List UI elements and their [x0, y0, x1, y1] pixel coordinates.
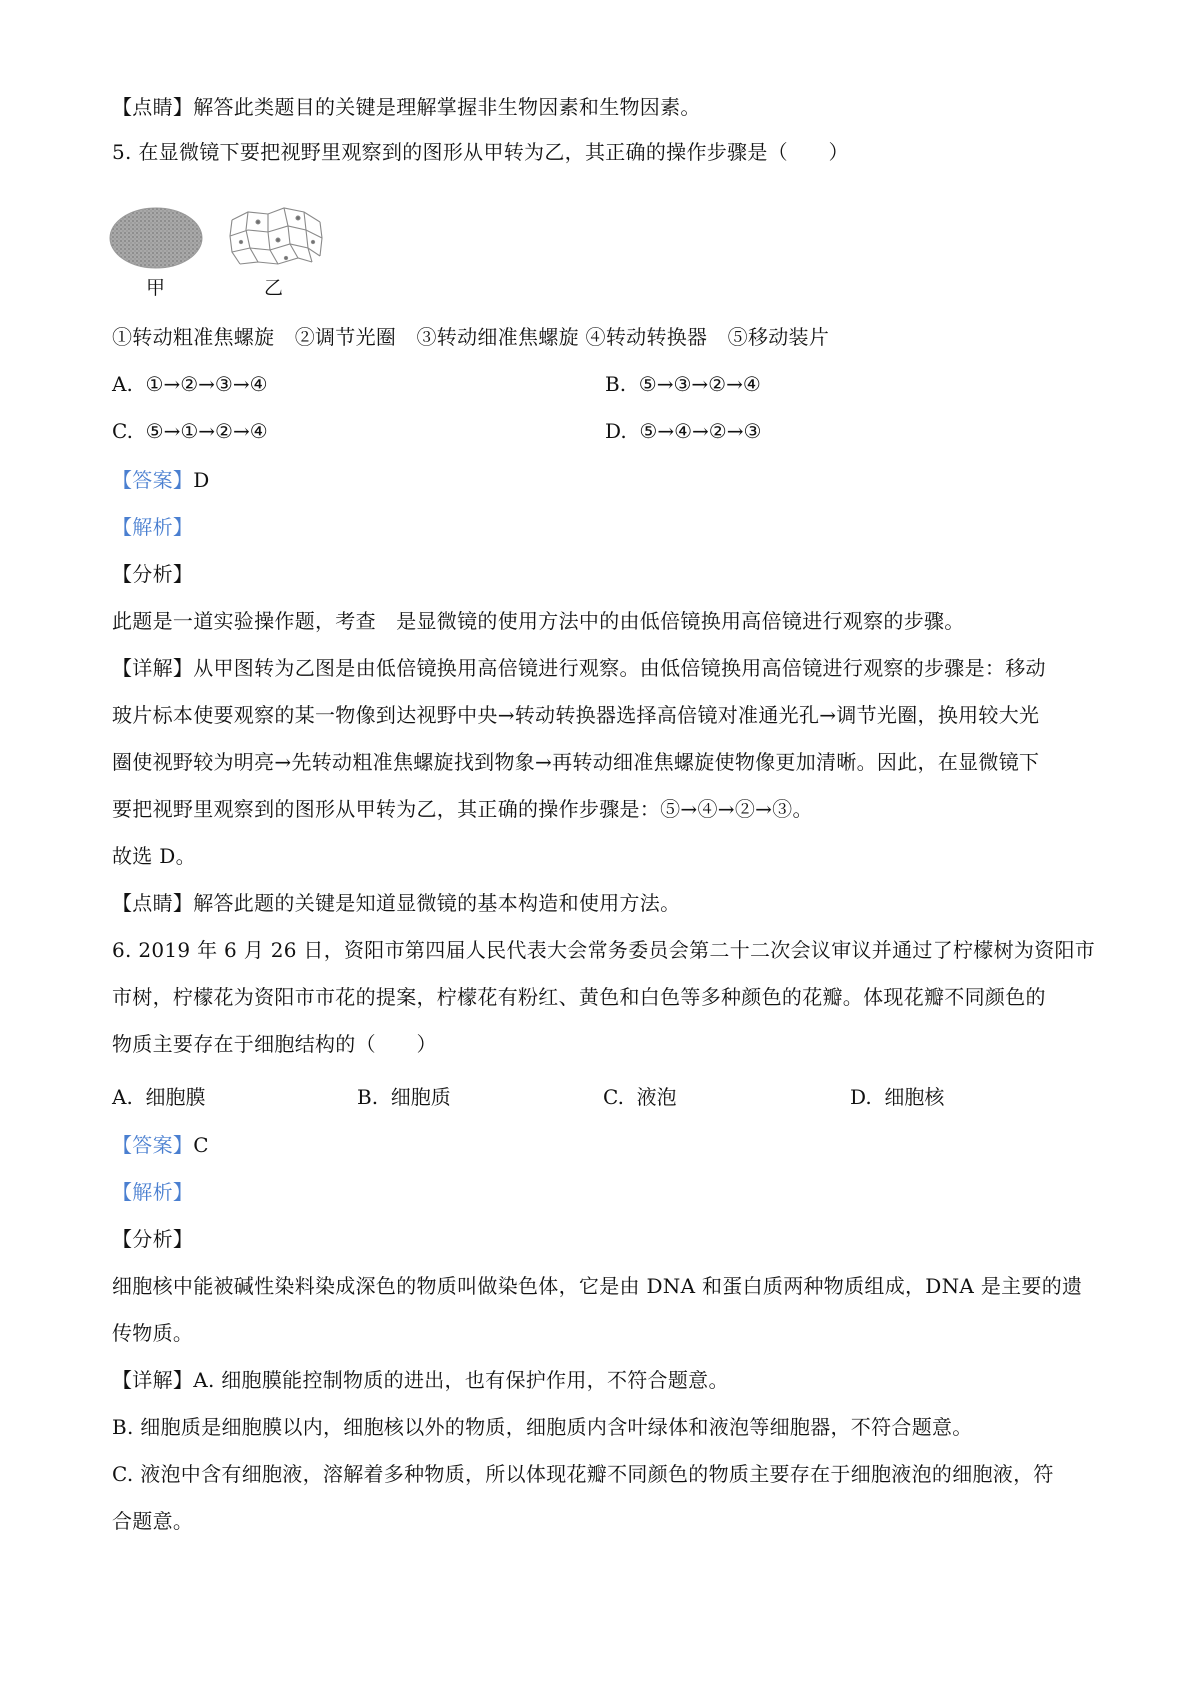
q5-dianjing-note: 【点睛】解答此题的关键是知道显微镜的基本构造和使用方法。 [112, 891, 681, 915]
option-text: 细胞膜 [145, 1085, 206, 1109]
q6-jiexi-label: 【解析】 [112, 1180, 194, 1204]
q6-stem-line: 6. 2019 年 6 月 26 日，资阳市第四届人民代表大会常务委员会第二十二次会议审议并通过了柠檬树为资阳市 [112, 938, 1096, 962]
option-text: ⑤→③→②→④ [638, 372, 761, 396]
option-letter: B. [605, 372, 627, 396]
q6-option-b [357, 1083, 451, 1111]
option-text: 细胞质 [390, 1085, 451, 1109]
q5-jiexi-label: 【解析】 [112, 515, 194, 539]
q5-detail-line: 要把视野里观察到的图形从甲转为乙，其正确的操作步骤是：⑤→④→②→③。 [112, 797, 813, 821]
q6-fenxi-line: 细胞核中能被碱性染料染成深色的物质叫做染色体，它是由 DNA 和蛋白质两种物质组成，DNA 是主要的遗 [112, 1274, 1083, 1298]
option-text: 细胞核 [884, 1085, 945, 1109]
option-letter: A. [112, 372, 133, 396]
answer-label: 【答案】 [112, 1133, 194, 1157]
q6-fenxi-title: 【分析】 [112, 1227, 194, 1251]
answer-value: C [193, 1133, 209, 1157]
answer-label: 【答案】 [112, 468, 194, 492]
option-letter: C. [112, 419, 133, 443]
q5-option-c [112, 417, 268, 445]
option-text: ⑤→①→②→④ [145, 419, 268, 443]
q6-option-d [850, 1083, 944, 1111]
option-letter: C. [603, 1085, 624, 1109]
figure-label-jia: 甲 [146, 277, 166, 299]
option-text: 液泡 [636, 1085, 677, 1109]
option-letter: D. [850, 1085, 872, 1109]
option-text: ⑤→④→②→③ [639, 419, 762, 443]
q6-option-a [112, 1083, 206, 1111]
q5-steps: ①转动粗准焦螺旋 ②调节光圈 ③转动细准焦螺旋 ④转动转换器 ⑤移动装片 [112, 325, 830, 349]
low-power-view-jia [110, 208, 202, 268]
q5-stem: 5. 在显微镜下要把视野里观察到的图形从甲转为乙，其正确的操作步骤是（ ） [112, 140, 849, 164]
q5-detail-line: 【详解】从甲图转为乙图是由低倍镜换用高倍镜进行观察。由低倍镜换用高倍镜进行观察的步骤是：移动 [112, 656, 1046, 680]
q5-fenxi-text: 此题是一道实验操作题，考查 是显微镜的使用方法中的由低倍镜换用高倍镜进行观察的步骤。 [112, 609, 965, 633]
q6-fenxi-line: 传物质。 [112, 1321, 194, 1345]
q5-fenxi-title: 【分析】 [112, 562, 194, 586]
q5-option-a [112, 370, 268, 398]
q5-answer [112, 466, 1102, 494]
q6-stem-line: 物质主要存在于细胞结构的（ ） [112, 1032, 437, 1056]
option-text: ①→②→③→④ [145, 372, 268, 396]
q6-stem-line: 市树，柠檬花为资阳市市花的提案，柠檬花有粉红、黄色和白色等多种颜色的花瓣。体现花瓣不同颜色的 [112, 985, 1046, 1009]
q6-detail-line: 合题意。 [112, 1509, 194, 1533]
option-letter: A. [112, 1085, 133, 1109]
q6-answer [112, 1131, 1102, 1159]
q5-detail-line: 圈使视野较为明亮→先转动粗准焦螺旋找到物象→再转动细准焦螺旋使物像更加清晰。因此，在显微镜下 [112, 750, 1040, 774]
q6-option-c [603, 1083, 677, 1111]
q5-detail-line: 玻片标本使要观察的某一物像到达视野中央→转动转换器选择高倍镜对准通光孔→调节光圈，换用较大光 [112, 703, 1040, 727]
option-letter: D. [605, 419, 627, 443]
q4-dianjing-note: 【点睛】解答此类题目的关键是理解掌握非生物因素和生物因素。 [112, 95, 701, 119]
answer-value: D [193, 468, 210, 492]
microscope-view-figure [108, 200, 338, 308]
q5-option-b [605, 370, 761, 398]
figure-label-yi: 乙 [264, 277, 284, 299]
q5-option-d [605, 417, 761, 445]
q6-detail-line: C. 液泡中含有细胞液，溶解着多种物质，所以体现花瓣不同颜色的物质主要存在于细胞液泡的细胞液，符 [112, 1462, 1054, 1486]
high-power-view-yi [230, 208, 322, 264]
q6-detail-line: B. 细胞质是细胞膜以内，细胞核以外的物质，细胞质内含叶绿体和液泡等细胞器，不符合题意。 [112, 1415, 973, 1439]
q5-choose: 故选 D。 [112, 844, 196, 868]
q6-detail-line: 【详解】A. 细胞膜能控制物质的进出，也有保护作用，不符合题意。 [112, 1368, 729, 1392]
option-letter: B. [357, 1085, 379, 1109]
